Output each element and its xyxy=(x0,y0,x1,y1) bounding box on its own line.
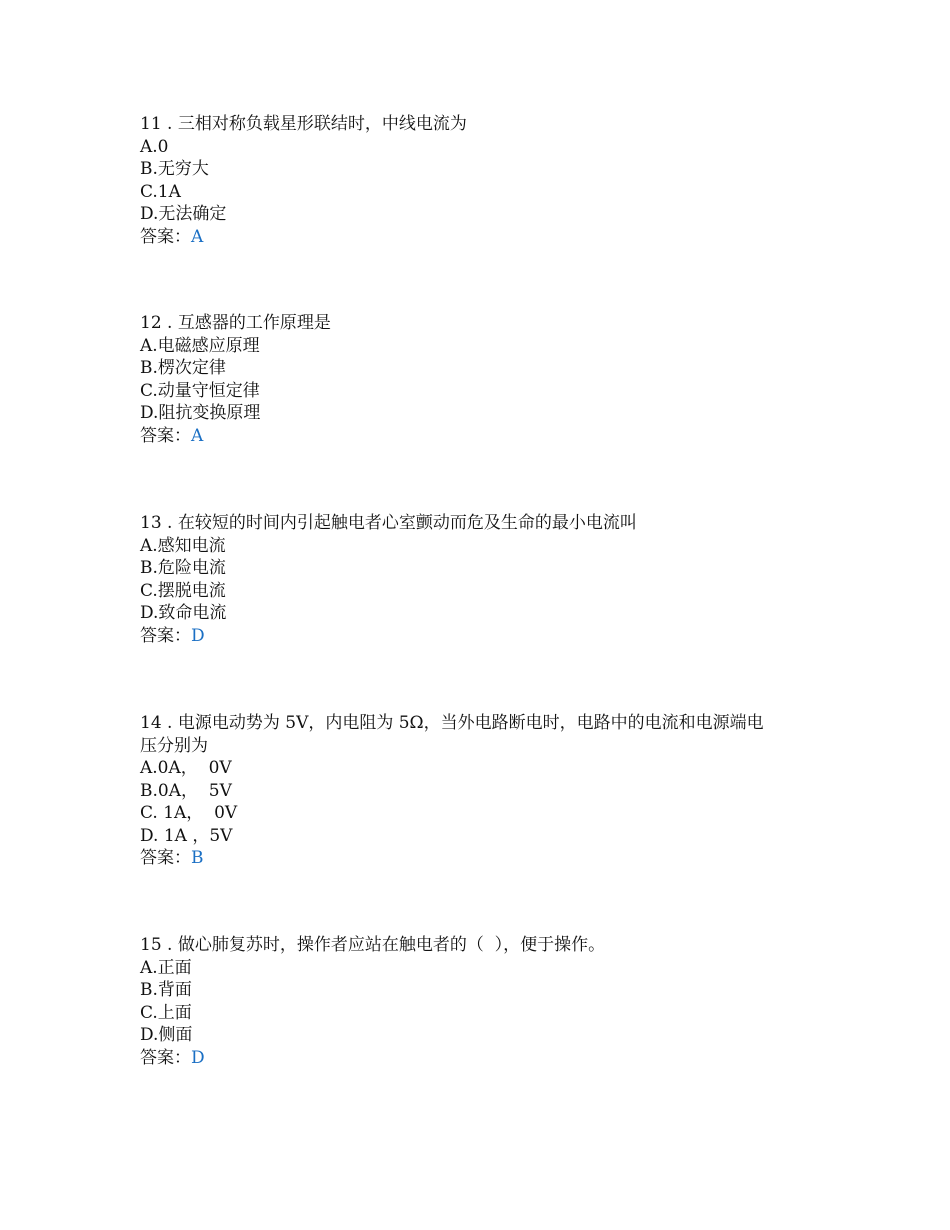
question-12 xyxy=(140,312,810,447)
answer-line xyxy=(140,1047,810,1070)
answer-line xyxy=(140,625,810,648)
question-stem: 15 . 做心肺复苏时，操作者应站在触电者的（ ），便于操作。 xyxy=(140,935,606,955)
answer-line xyxy=(140,425,810,448)
answer-label: 答案： xyxy=(140,625,191,646)
option-c: C.上面 xyxy=(140,1002,192,1023)
question-13 xyxy=(140,512,810,647)
question-stem-line-1: 14 . 电源电动势为 5V，内电阻为 5Ω，当外电路断电时，电路中的电流和电源端电 xyxy=(140,713,764,733)
answer-label: 答案： xyxy=(140,425,191,446)
option-b: B.无穷大 xyxy=(140,159,209,179)
option-a: A.正面 xyxy=(140,957,192,978)
question-14 xyxy=(140,712,810,870)
question-stem: 11 . 三相对称负载星形联结时，中线电流为 xyxy=(140,114,467,134)
option-a: A.0A， 0V xyxy=(140,758,232,778)
answer-label: 答案： xyxy=(140,848,191,868)
option-b: B.楞次定律 xyxy=(140,358,226,378)
answer-value: A xyxy=(191,226,204,247)
answer-value: A xyxy=(191,425,204,446)
option-d: D.无法确定 xyxy=(140,204,227,224)
option-d: D.阻抗变换原理 xyxy=(140,403,261,423)
option-d: D.致命电流 xyxy=(140,603,227,623)
option-a: A.感知电流 xyxy=(140,535,226,556)
question-stem: 13 . 在较短的时间内引起触电者心室颤动而危及生命的最小电流叫 xyxy=(140,513,637,533)
option-a: A.0 xyxy=(140,136,169,157)
option-b: B.背面 xyxy=(140,980,192,1000)
answer-value: B xyxy=(191,848,204,868)
option-c: C. 1A， 0V xyxy=(140,803,238,823)
option-c: C.动量守恒定律 xyxy=(140,380,260,401)
answer-line xyxy=(140,847,810,870)
option-d: D. 1A ，5V xyxy=(140,825,233,846)
option-b: B.危险电流 xyxy=(140,558,226,578)
answer-value: D xyxy=(191,625,205,646)
question-stem-line-2: 压分别为 xyxy=(140,735,208,756)
option-c: C.摆脱电流 xyxy=(140,580,226,601)
answer-label: 答案： xyxy=(140,1047,191,1068)
option-b: B.0A， 5V xyxy=(140,780,232,801)
question-11 xyxy=(140,113,810,248)
option-a: A.电磁感应原理 xyxy=(140,335,260,356)
question-15 xyxy=(140,934,810,1069)
answer-label: 答案： xyxy=(140,226,191,247)
option-c: C.1A xyxy=(140,181,181,202)
answer-line xyxy=(140,226,810,249)
option-d: D.侧面 xyxy=(140,1025,193,1045)
question-stem: 12 . 互感器的工作原理是 xyxy=(140,313,331,333)
answer-value: D xyxy=(191,1047,205,1068)
